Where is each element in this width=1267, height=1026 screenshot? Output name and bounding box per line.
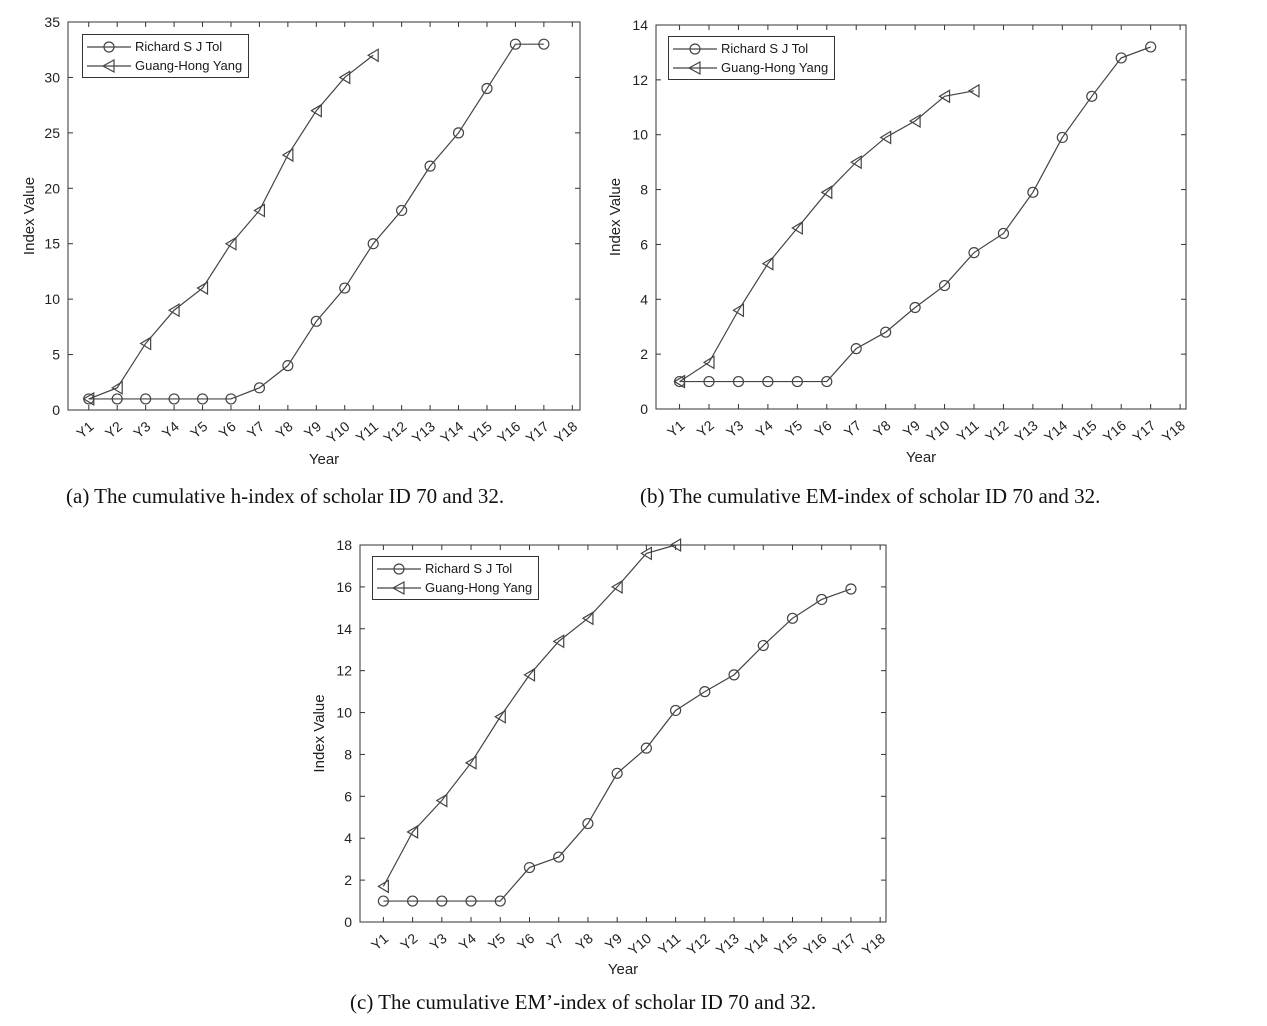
- x-tick-label: Y13: [1011, 417, 1041, 446]
- legend-marker-circle: [377, 563, 421, 575]
- y-tick-label: 8: [344, 746, 352, 763]
- legend-marker-circle: [87, 41, 131, 53]
- caption-a: (a) The cumulative h-index of scholar ID 70 and 32.: [66, 484, 505, 508]
- y-axis-label: Index Value: [311, 694, 328, 773]
- x-tick-label: Y14: [741, 930, 772, 959]
- x-tick-label: Y4: [455, 930, 479, 954]
- x-tick-label: Y9: [300, 418, 325, 442]
- legend-entry-s2: [377, 578, 532, 597]
- data-point-circle: [1146, 42, 1156, 52]
- legend-label-s1: Richard S J Tol: [135, 39, 223, 54]
- y-tick-label: 25: [44, 124, 60, 141]
- legend-c: [372, 556, 539, 600]
- x-tick-label: Y15: [1070, 417, 1100, 446]
- x-tick-label: Y11: [352, 418, 382, 446]
- x-tick-label: Y13: [408, 418, 439, 447]
- y-tick-label: 16: [336, 578, 352, 595]
- x-tick-label: Y7: [840, 417, 865, 441]
- legend-label-s2: Guang-Hong Yang: [721, 60, 829, 75]
- x-tick-label: Y4: [158, 418, 183, 442]
- legend-label-s1: Richard S J Tol: [425, 561, 513, 576]
- legend-entry-s2: [673, 58, 828, 77]
- x-tick-label: Y2: [101, 418, 126, 442]
- y-tick-label: 4: [640, 291, 648, 308]
- y-tick-label: 6: [640, 236, 648, 253]
- y-tick-label: 20: [44, 180, 60, 197]
- x-tick-label: Y10: [323, 418, 353, 447]
- x-tick-label: Y3: [426, 930, 450, 954]
- y-tick-label: 2: [344, 872, 352, 889]
- x-tick-label: Y17: [522, 418, 552, 447]
- x-tick-label: Y12: [683, 930, 713, 959]
- x-tick-label: Y6: [215, 418, 239, 442]
- x-tick-label: Y16: [493, 418, 524, 447]
- x-tick-label: Y14: [437, 418, 467, 447]
- series-line-2: [89, 55, 373, 399]
- x-tick-label: Y10: [624, 930, 655, 959]
- y-tick-label: 12: [336, 662, 352, 679]
- y-axis-label: Index Value: [607, 177, 624, 257]
- x-tick-label: Y8: [870, 417, 894, 441]
- x-tick-label: Y16: [800, 930, 830, 959]
- y-tick-label: 14: [336, 620, 352, 637]
- x-tick-label: Y18: [550, 418, 581, 447]
- x-axis-label: Year: [308, 451, 340, 468]
- y-tick-label: 0: [640, 401, 648, 417]
- x-tick-label: Y9: [601, 930, 626, 954]
- legend-marker-triangle: [377, 582, 421, 594]
- y-tick-label: 18: [336, 537, 352, 553]
- x-tick-label: Y11: [654, 930, 684, 958]
- y-tick-label: 8: [640, 181, 648, 198]
- x-tick-label: Y5: [484, 930, 509, 954]
- x-axis-label: Year: [607, 961, 639, 978]
- y-tick-label: 35: [44, 14, 60, 30]
- series-line-1: [680, 47, 1151, 382]
- y-tick-label: 10: [336, 704, 352, 721]
- y-tick-label: 10: [632, 126, 648, 143]
- x-tick-label: Y10: [923, 417, 953, 446]
- chart-panel-b: [600, 0, 1267, 520]
- x-tick-label: Y6: [811, 417, 835, 441]
- x-tick-label: Y3: [722, 417, 747, 441]
- x-tick-label: Y12: [380, 418, 410, 447]
- y-tick-label: 4: [344, 830, 352, 847]
- x-tick-label: Y7: [243, 418, 268, 442]
- x-tick-label: Y13: [712, 930, 742, 959]
- y-tick-label: 30: [44, 69, 60, 86]
- series-line-2: [680, 91, 974, 382]
- x-tick-label: Y7: [543, 930, 567, 954]
- x-tick-label: Y17: [1129, 417, 1159, 446]
- legend-marker-triangle: [673, 62, 717, 74]
- legend-entry-s1: [673, 39, 828, 58]
- x-tick-label: Y2: [693, 417, 717, 441]
- x-axis-label: Year: [905, 449, 937, 466]
- x-tick-label: Y15: [465, 418, 495, 447]
- y-tick-label: 14: [632, 17, 648, 33]
- x-tick-label: Y4: [752, 417, 776, 441]
- y-tick-label: 15: [44, 235, 60, 252]
- series-line-1: [383, 589, 851, 901]
- x-tick-label: Y14: [1040, 417, 1071, 446]
- x-tick-label: Y2: [397, 930, 421, 954]
- x-tick-label: Y12: [981, 417, 1012, 446]
- x-tick-label: Y3: [130, 418, 154, 442]
- y-tick-label: 5: [52, 346, 60, 363]
- chart-panel-a: [0, 0, 620, 520]
- y-tick-label: 10: [44, 291, 60, 308]
- y-tick-label: 2: [640, 346, 648, 363]
- legend-label-s1: Richard S J Tol: [721, 41, 809, 56]
- plot-frame: [68, 22, 580, 410]
- x-tick-label: Y8: [572, 930, 596, 954]
- x-tick-label: Y5: [187, 418, 211, 442]
- x-tick-label: Y15: [771, 930, 801, 959]
- series-line-1: [89, 44, 544, 399]
- plot-frame: [360, 545, 886, 922]
- caption-b: (b) The cumulative EM-index of scholar ID 70 and 32.: [640, 484, 1101, 508]
- plot-frame: [656, 25, 1186, 409]
- legend-label-s2: Guang-Hong Yang: [135, 58, 243, 73]
- legend-entry-s2: [87, 56, 242, 75]
- x-tick-label: Y1: [73, 418, 97, 442]
- legend-marker-triangle: [87, 60, 131, 72]
- x-tick-label: Y11: [953, 417, 982, 445]
- legend-entry-s1: [87, 37, 242, 56]
- x-tick-label: Y5: [781, 417, 806, 441]
- chart-panel-c: [290, 520, 990, 1026]
- x-tick-label: Y9: [899, 417, 924, 441]
- x-tick-label: Y18: [1158, 417, 1189, 446]
- legend-entry-s1: [377, 559, 532, 578]
- y-axis-label: Index Value: [21, 176, 38, 256]
- y-tick-label: 0: [52, 402, 60, 418]
- x-tick-label: Y8: [272, 418, 296, 442]
- x-tick-label: Y6: [514, 930, 538, 954]
- y-tick-label: 6: [344, 788, 352, 805]
- caption-c: (c) The cumulative EM’-index of scholar ID 70 and 32.: [350, 990, 817, 1014]
- legend-a: [82, 34, 249, 78]
- legend-marker-circle: [673, 43, 717, 55]
- legend-b: [668, 36, 835, 80]
- x-tick-label: Y17: [829, 930, 859, 959]
- x-tick-label: Y16: [1099, 417, 1130, 446]
- y-tick-label: 12: [632, 71, 648, 88]
- x-tick-label: Y1: [664, 417, 688, 441]
- legend-label-s2: Guang-Hong Yang: [425, 580, 533, 595]
- y-tick-label: 0: [344, 914, 352, 930]
- x-tick-label: Y1: [367, 930, 392, 954]
- x-tick-label: Y18: [858, 930, 889, 959]
